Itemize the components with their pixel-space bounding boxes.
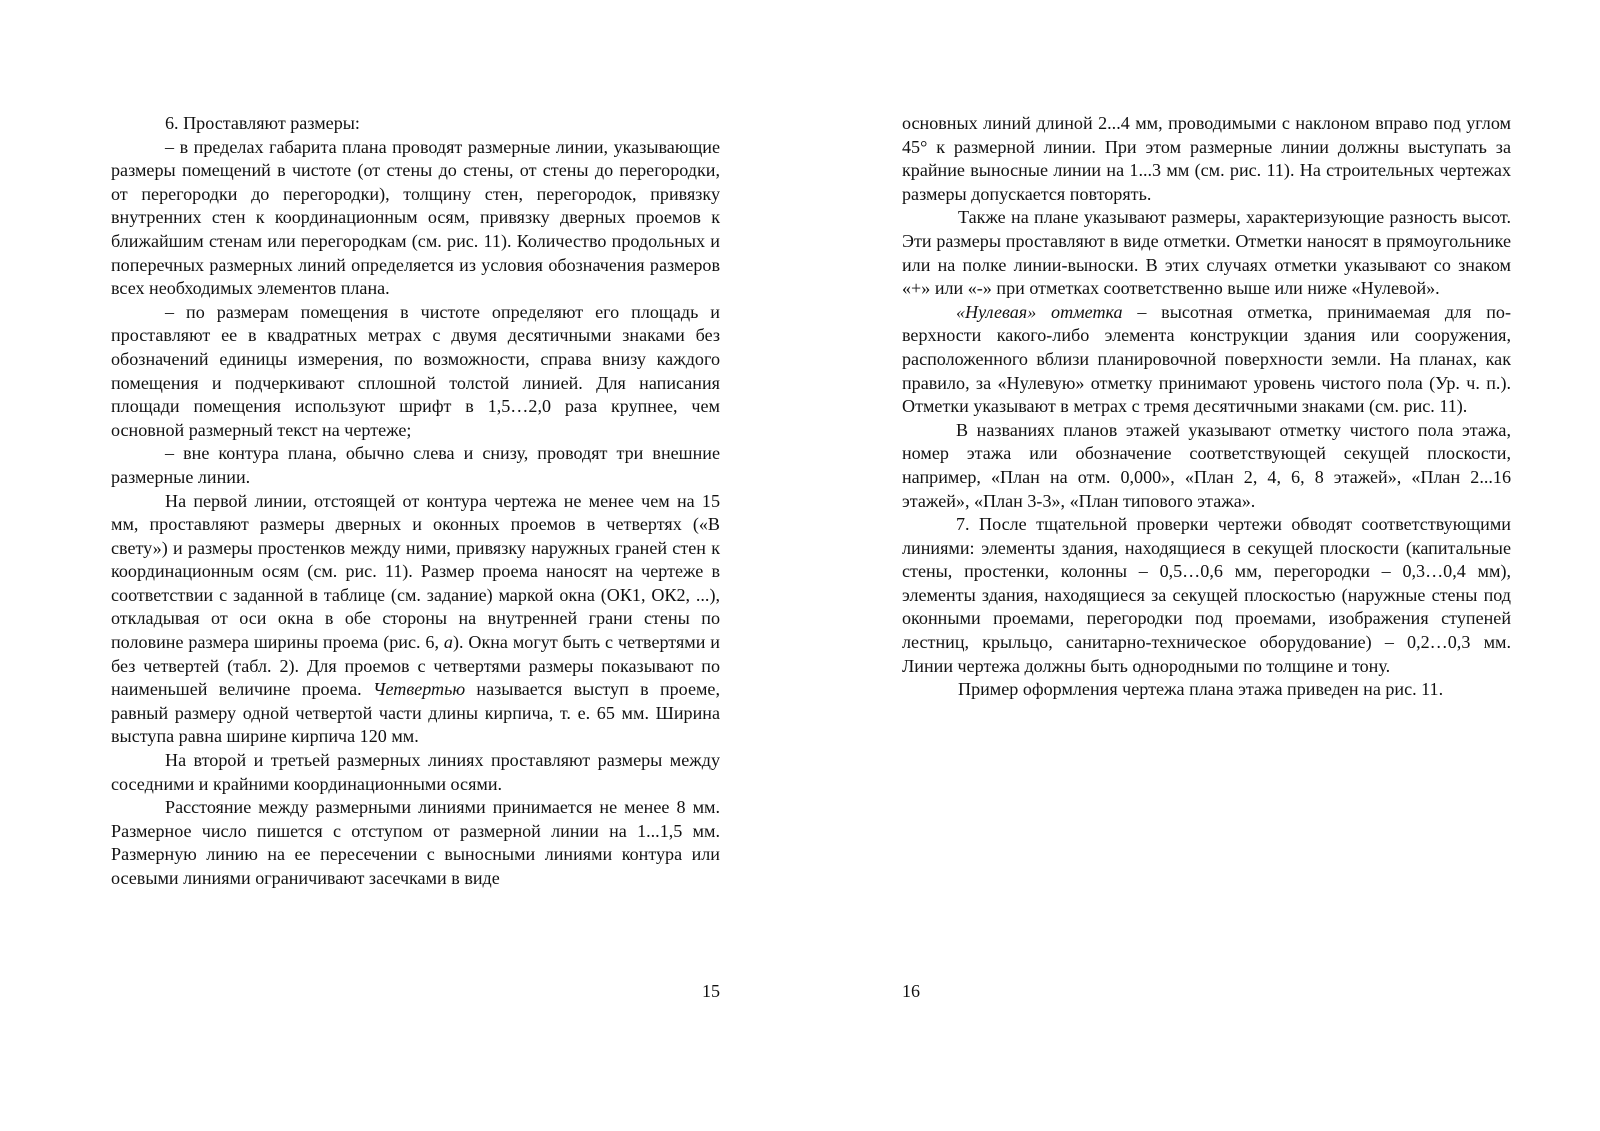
right-page-body xyxy=(902,112,1511,702)
page-number: 16 xyxy=(902,981,920,1001)
right-page xyxy=(902,112,1511,1012)
paragraph-inner-dimension-lines: – в пределах габарита плана проводят размерные линии, указывающие размеры помещений в чистоте (от стены до стены, от стены до перегородки, от перегородки до перегородки), толщину стен, перегородок, привязку внутренних стен к координационным осям, привязку дверных проемов к ближайшим стенам или перегородкам (см. рис. 11). Количество продольных и поперечных размерных линий определяется из условия обозначения размеров всех необходимых элементов плана. xyxy=(111,136,720,299)
paragraph-plan-titles: В названиях планов этажей указывают отметку чистого пола этажа, номер этажа или обозначение соответствующей секущей плоскости, например, «План на отм. 0,000», «План 2, 4, 6, 8 этажей», «План 2...16 этажей», «План 3-3», «План типового этажа». xyxy=(902,419,1511,511)
left-page xyxy=(111,112,720,1012)
paragraph-outer-dimension-lines: – вне контура плана, обычно слева и снизу, проводят три внешние размерные линии. xyxy=(111,443,720,487)
paragraph-line-weights: 7. После тщательной проверки чертежи обводят соответствующими линиями: элементы здания, находящиеся в секущей плоскости (капитальные стены, простенки, колонны – 0,5…0,6 мм, перегородки – 0,3…0,4 мм), элементы здания, находящиеся за секущей плоскостью (наружные стены под оконными проемами, перегородки под проемами, изображения ступеней лестниц, крыльцо, санитарно-техническое оборудование) – 0,2…0,3 мм. Линии чертежа должны быть однородными по толщине и тону. xyxy=(902,514,1511,676)
paragraph-example-reference: Пример оформления чертежа плана этажа приведен на рис. 11. xyxy=(958,679,1444,700)
paragraph-first-line xyxy=(111,490,720,750)
paragraph-room-area: – по размерам помещения в чистоте определяют его площадь и проставляют ее в квадратных метрах с двумя десятичными знаками без обозначений единицы измерения, по возможности, справа внизу каждого помещения и подчеркивают сплошной толстой линией. Для написания площади помещения используют шрифт в 1,5…2,0 раза крупнее, чем основной размерный текст на чертеже; xyxy=(111,301,720,440)
text-run: На первой линии, отстоящей от контура чертежа не менее чем на 15 мм, проставляют размеры дверных и оконных проемов в четвертях («В свету») и размеры простенков между ними, привязку наружных граней стен к координационным осям (см. рис. 11). Размер проема наносят на чертеже в соответствии с заданной в таблице (см. задание) маркой окна (ОК1, ОК2, ...), откладывая от оси окна в обе стороны на внутренней грани стены по половине размера ширины проема (рис. 6, xyxy=(111,490,720,653)
page-number: 15 xyxy=(702,981,720,1001)
paragraph-second-third-lines: На второй и третьей размерных линиях проставляют размеры между соседними и крайними координационными осями. xyxy=(111,750,720,794)
italic-term: «Нулевая» отметка xyxy=(956,301,1123,322)
text-run: ). Окна могут быть с четвертями и без четвертей (табл. 2). Для проемов с четвертями размеры показывают по наименьшей величине проема. xyxy=(111,632,720,700)
text-run: называется выступ в проеме, равный размеру одной четвертой части длины кирпича, т. е. 65 мм. Ширина выступа равна ширине кирпича 120 мм. xyxy=(111,679,720,747)
paragraph-zero-mark xyxy=(902,301,1511,419)
italic-letter: а xyxy=(443,632,453,653)
paragraph-dimensions-heading: 6. Проставляют размеры: xyxy=(165,113,360,133)
left-page-body xyxy=(111,112,720,891)
paragraph-height-marks: Также на плане указывают размеры, характеризующие разность высот. Эти размеры проставляют в виде отметки. Отметки наносят в прямоугольнике или на полке линии-выноски. В этих случаях отметки указывают со знаком «+» или «-» при отметках соответственно выше или ниже «Нулевой». xyxy=(902,207,1511,299)
paragraph-continued-ticks: основных линий длиной 2...4 мм, проводимыми с наклоном вправо под углом 45° к размерной линии. При этом размерные линии должны выступать за крайние выносные линии на 1...3 мм (см. рис. 11). На строительных чертежах размеры допускается повторять. xyxy=(902,113,1511,204)
paragraph-line-spacing: Расстояние между размерными линиями принимается не менее 8 мм. Размерное число пишется с отступом от размерной линии на 1...1,5 мм. Размерную линию на ее пересечении с выносными линиями контура или осевыми линиями ограничивают засечками в виде xyxy=(111,797,720,888)
text-run: – высотная отметка, принимаемая для поверхности какого-либо элемента конструкции здания или сооружения, расположенного вблизи планировочной поверхности земли. На планах, как правило, за «Нулевую» отметку принимают уровень чистого пола (Ур. ч. п.). Отметки указывают в метрах с тремя десятичными знаками (см. рис. 11). xyxy=(902,301,1511,417)
italic-term: Четвертью xyxy=(373,679,466,700)
